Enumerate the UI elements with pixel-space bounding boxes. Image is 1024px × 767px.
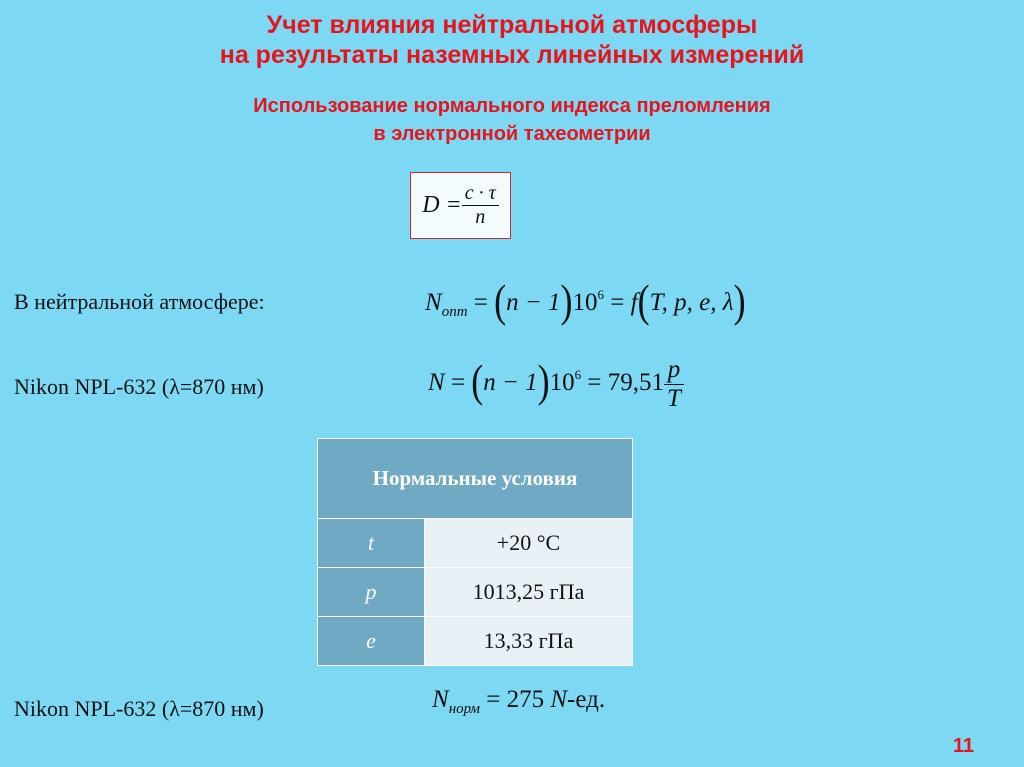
subtitle-line-1: Использование нормального индекса преломления (253, 95, 771, 117)
coefficient: = 79,51 (581, 369, 665, 397)
distance-formula-numerator: c · τ (462, 182, 499, 206)
title-line-1: Учет влияния нейтральной атмосферы (266, 11, 758, 39)
nikon-label-2: Nikon NPL-632 (λ=870 нм) (14, 696, 264, 721)
right-paren: ) (733, 276, 746, 326)
nikon-index-formula (428, 356, 684, 413)
equals-sign: = (604, 289, 631, 316)
equals-sign: = (467, 289, 495, 316)
title-line-2: на результаты наземных линейных измерений (219, 41, 805, 69)
subtitle-line-2: в электронной тахеометрии (373, 123, 651, 145)
optical-index-formula (425, 276, 746, 326)
n-minus-one: n − 1 (506, 289, 561, 316)
fraction-numerator: p (664, 356, 684, 385)
n-minus-one: n − 1 (483, 369, 538, 397)
table-row (318, 617, 633, 666)
normal-index-formula (432, 686, 605, 718)
power-exponent: 6 (597, 287, 605, 302)
table-key: t (318, 519, 425, 568)
power-base: 10 (549, 369, 575, 397)
optical-index-symbol: N (425, 289, 442, 316)
table-key: e (318, 617, 425, 666)
normal-index-value: = 275 (479, 686, 551, 713)
table-value: 1013,25 гПа (425, 568, 633, 617)
left-paren: ( (494, 276, 507, 326)
pressure-temperature-fraction (664, 356, 684, 413)
distance-formula-box (410, 172, 511, 239)
table-header: Нормальные условия (318, 439, 633, 519)
table-row (318, 519, 633, 568)
normal-index-subscript: норм (448, 701, 480, 717)
function-symbol: f (630, 289, 638, 316)
distance-formula-lhs: D = (422, 192, 462, 218)
table-value: 13,33 гПа (425, 617, 633, 666)
distance-formula-fraction (462, 182, 499, 229)
equals-sign: = (444, 369, 472, 397)
optical-index-subscript: опт (441, 304, 468, 320)
table-value: +20 °С (425, 519, 633, 568)
table-key: p (318, 568, 425, 617)
index-symbol: N (428, 369, 445, 397)
left-paren: ( (637, 276, 650, 326)
right-paren: ) (560, 276, 573, 326)
page-number: 11 (952, 735, 974, 757)
distance-formula-denominator: n (475, 206, 486, 228)
normal-conditions-table (317, 438, 633, 666)
normal-index-symbol: N (432, 686, 449, 713)
function-arguments: T, p, e, λ (649, 289, 734, 316)
nikon-label-1: Nikon NPL-632 (λ=870 нм) (14, 374, 264, 399)
table-row (318, 568, 633, 617)
unit-suffix: -ед. (567, 686, 606, 713)
power-base: 10 (572, 289, 598, 316)
power-exponent: 6 (574, 367, 582, 383)
neutral-atmosphere-label: В нейтральной атмосфере: (14, 289, 265, 314)
left-paren: ( (471, 356, 484, 407)
unit-symbol: N (550, 686, 568, 713)
right-paren: ) (537, 356, 550, 407)
fraction-denominator: T (667, 385, 681, 412)
